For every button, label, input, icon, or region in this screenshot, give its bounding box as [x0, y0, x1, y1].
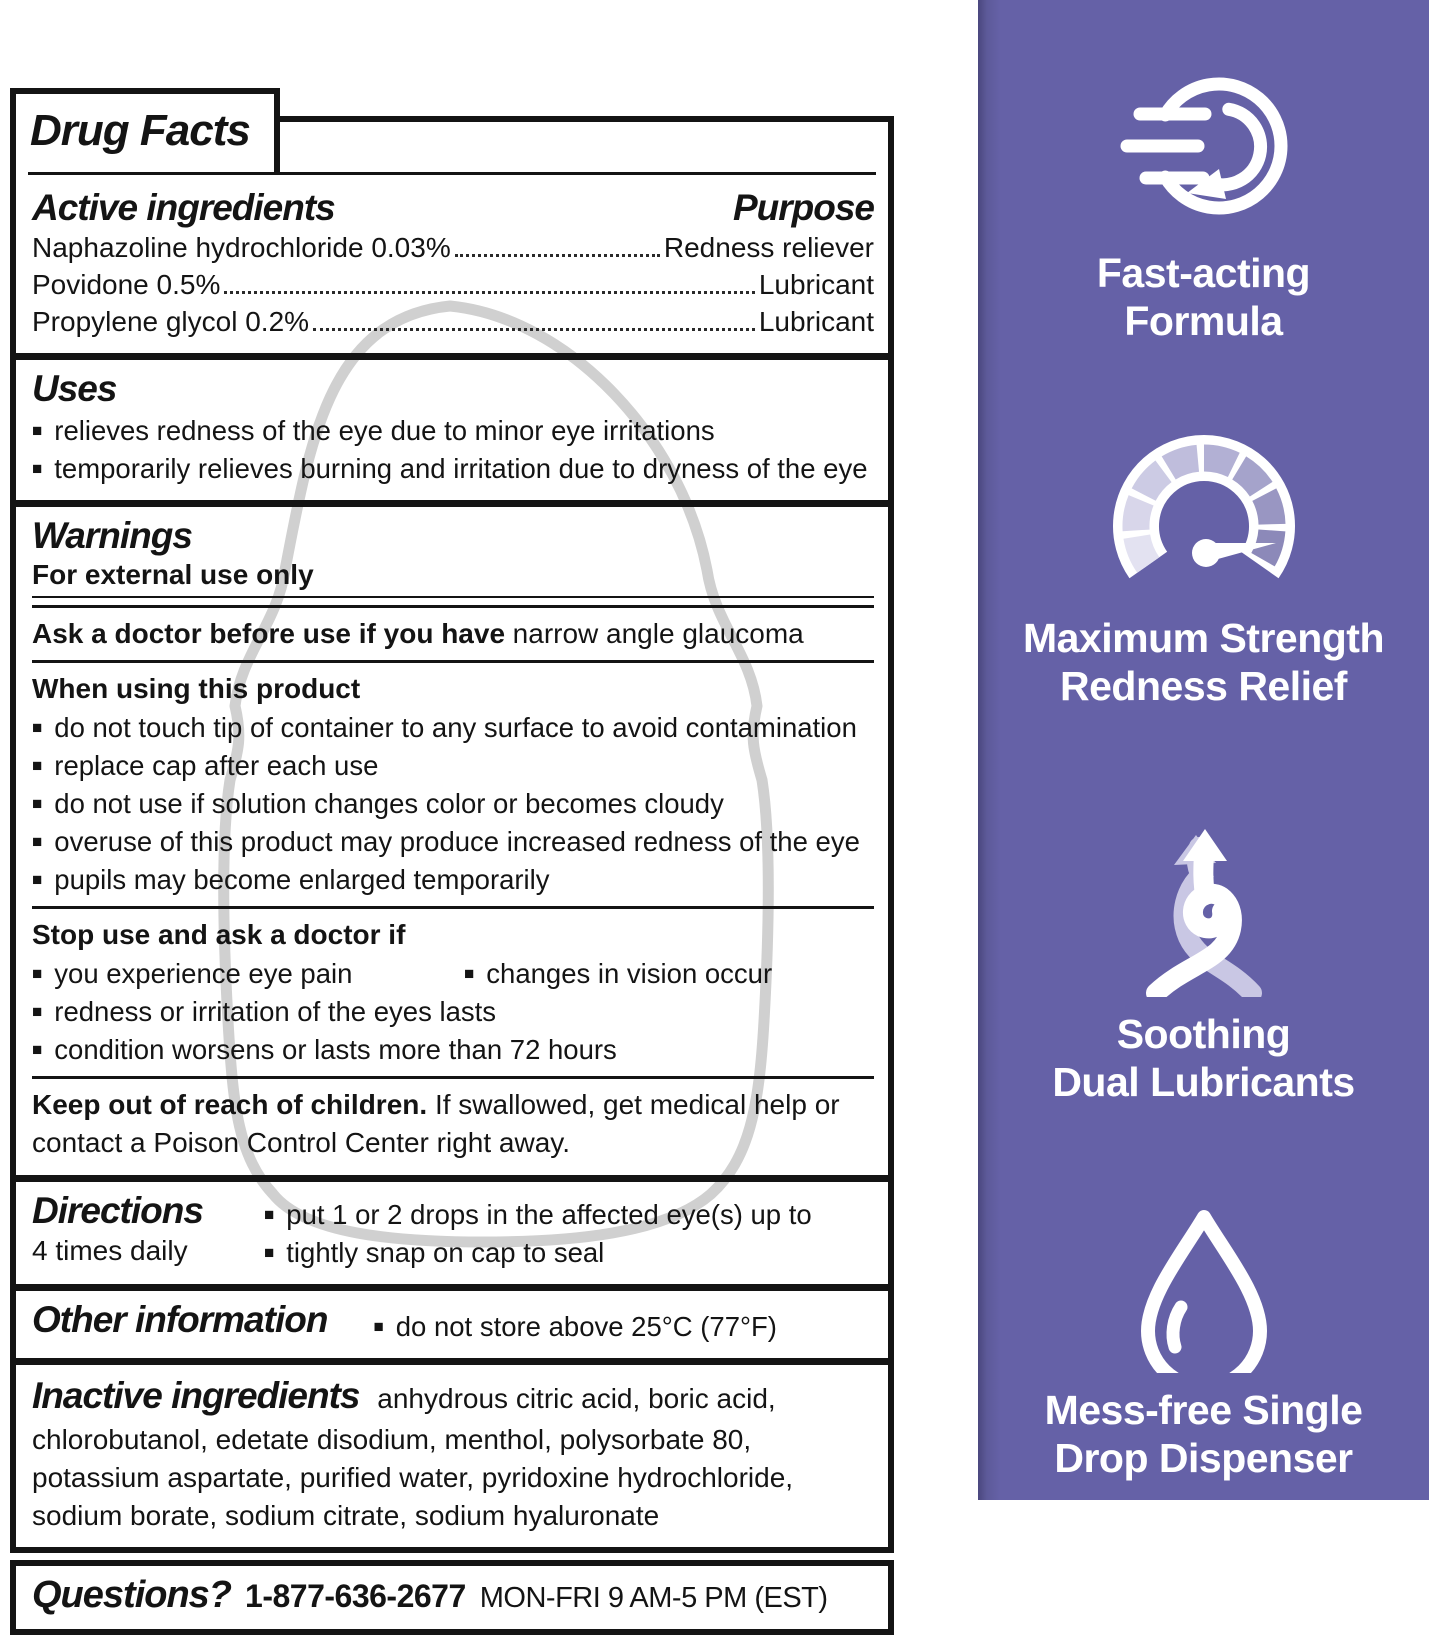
- section-divider: [16, 1175, 888, 1182]
- stop-use-subhead: Stop use and ask a doctor if: [32, 919, 406, 951]
- drug-facts-title: Drug Facts: [10, 88, 280, 172]
- ingredient-name: Povidone 0.5%: [32, 269, 221, 301]
- section-divider: [16, 1284, 888, 1291]
- dot-leader: [455, 254, 660, 257]
- square-bullet-icon: ■: [32, 458, 43, 478]
- keep-out-bold: Keep out of reach of children.: [32, 1088, 428, 1120]
- direction-text: tightly snap on cap to seal: [286, 1236, 605, 1268]
- square-bullet-icon: ■: [32, 1039, 43, 1059]
- questions-hours: MON-FRI 9 AM-5 PM (EST): [479, 1582, 828, 1615]
- active-ingredients-section: [16, 175, 888, 353]
- warning-text: replace cap after each use: [54, 750, 379, 782]
- feature-mess-free: [978, 1203, 1429, 1483]
- thin-rule: [32, 605, 874, 608]
- stop-use-bullet: [32, 993, 874, 1031]
- direction-text: put 1 or 2 drops in the affected eye(s) up to: [286, 1198, 812, 1230]
- feature-sidebar: [978, 0, 1429, 1500]
- feature-maximum-strength: [978, 426, 1429, 711]
- feature-label-line: Soothing: [1116, 1010, 1291, 1057]
- feature-label-line: Mess-free Single: [1044, 1386, 1363, 1433]
- dot-leader: [313, 328, 755, 331]
- when-using-subhead: When using this product: [32, 673, 361, 705]
- stop-use-pair-row: [32, 955, 874, 993]
- feature-label-line: Fast-acting: [1096, 250, 1311, 296]
- ingredient-row: [32, 304, 874, 341]
- drug-facts-header: [10, 88, 894, 172]
- square-bullet-icon: ■: [32, 1001, 43, 1021]
- purpose-heading: Purpose: [732, 187, 874, 228]
- feature-label-line: Drop Dispenser: [1054, 1434, 1353, 1481]
- ingredient-name: Naphazoline hydrochloride 0.03%: [32, 232, 451, 264]
- direction-bullet: [264, 1234, 874, 1272]
- square-bullet-icon: ■: [32, 963, 43, 983]
- gauge-icon: [1099, 426, 1309, 601]
- ingredient-row: [32, 230, 874, 267]
- questions-heading: Questions?: [32, 1574, 232, 1617]
- drug-facts-panel: [10, 88, 894, 1635]
- square-bullet-icon: ■: [32, 718, 43, 738]
- feature-label-line: Maximum Strength: [1022, 614, 1385, 661]
- uses-heading: Uses: [32, 368, 117, 410]
- square-bullet-icon: ■: [32, 832, 43, 852]
- square-bullet-icon: ■: [32, 420, 43, 440]
- inactive-ingredients-heading: Inactive ingredients: [32, 1374, 360, 1416]
- ingredient-purpose: Lubricant: [758, 269, 874, 301]
- directions-left-column: [32, 1188, 264, 1272]
- section-divider: [16, 353, 888, 360]
- ask-doctor-bold: Ask a doctor before use if you have: [32, 617, 506, 649]
- warning-bullet: [32, 709, 874, 747]
- feature-label-line: Dual Lubricants: [1052, 1058, 1355, 1105]
- stop-use-bullet: [32, 955, 464, 993]
- uses-section: [16, 360, 888, 499]
- inactive-ingredients-section: [16, 1365, 888, 1548]
- thin-rule: [32, 660, 874, 663]
- direction-bullet: [264, 1196, 874, 1234]
- section-divider: [16, 1358, 888, 1365]
- other-information-section: [16, 1291, 888, 1358]
- stop-use-text: redness or irritation of the eyes lasts: [54, 995, 497, 1027]
- ingredient-purpose: Redness reliever: [663, 232, 874, 264]
- keep-out-rest: If swallowed, get medical help or contact a Poison Control Center right away.: [32, 1088, 840, 1159]
- active-ingredients-heading: Active ingredients: [32, 187, 335, 228]
- square-bullet-icon: ■: [373, 1316, 384, 1336]
- directions-note: 4 times daily: [32, 1235, 188, 1267]
- keep-out-paragraph: [32, 1086, 874, 1163]
- warning-text: do not touch tip of container to any surface to avoid contamination: [54, 712, 857, 744]
- inactive-ingredients-paragraph: [32, 1371, 874, 1536]
- questions-phone: 1-877-636-2677: [245, 1578, 466, 1615]
- square-bullet-icon: ■: [264, 1204, 275, 1224]
- questions-box: [10, 1560, 894, 1635]
- stop-use-text: condition worsens or lasts more than 72 hours: [54, 1033, 617, 1065]
- thin-rule: [32, 1076, 874, 1079]
- square-bullet-icon: ■: [464, 963, 475, 983]
- stop-use-bullet: [464, 955, 772, 993]
- square-bullet-icon: ■: [32, 870, 43, 890]
- directions-right-column: [264, 1188, 874, 1272]
- other-information-heading: Other information: [32, 1298, 328, 1340]
- square-bullet-icon: ■: [32, 756, 43, 776]
- panel-top-border: [280, 116, 894, 172]
- speed-circle-arrow-icon: [1099, 56, 1309, 236]
- directions-heading: Directions: [32, 1189, 203, 1231]
- warning-bullet: [32, 785, 874, 823]
- feature-fast-acting: [978, 0, 1429, 346]
- warnings-heading: Warnings: [32, 514, 192, 556]
- stop-use-text: you experience eye pain: [54, 957, 353, 989]
- external-use-subhead: For external use only: [32, 556, 874, 598]
- warnings-section: [16, 507, 888, 1175]
- ingredient-purpose: Lubricant: [758, 306, 874, 338]
- section-divider: [16, 500, 888, 507]
- warning-text: do not use if solution changes color or becomes cloudy: [54, 788, 724, 820]
- water-drop-icon: [1104, 1203, 1304, 1373]
- stop-use-bullet: [32, 1031, 874, 1069]
- use-bullet: [32, 450, 874, 488]
- square-bullet-icon: ■: [264, 1242, 275, 1262]
- ingredient-name: Propylene glycol 0.2%: [32, 306, 310, 338]
- use-bullet: [32, 412, 874, 450]
- directions-section: [16, 1182, 888, 1284]
- ask-doctor-line: [32, 615, 874, 654]
- warning-text: pupils may become enlarged temporarily: [54, 864, 550, 896]
- warning-bullet: [32, 861, 874, 899]
- stop-use-text: changes in vision occur: [486, 957, 773, 989]
- ask-doctor-rest: narrow angle glaucoma: [512, 617, 804, 649]
- warning-text: overuse of this product may produce increased redness of the eye: [54, 826, 860, 858]
- warning-bullet: [32, 747, 874, 785]
- dot-leader: [224, 291, 754, 294]
- drug-facts-body: [10, 172, 894, 1553]
- use-text: relieves redness of the eye due to minor eye irritations: [54, 414, 715, 446]
- thin-rule: [32, 906, 874, 909]
- feature-label-line: Formula: [1124, 297, 1283, 344]
- inactive-ingredients-text: anhydrous citric acid, boric acid, chlorobutanol, edetate disodium, menthol, polysorbate 80, potassium aspartate, purified water, pyridoxine hydrochloride, sodium borate, sodium citrate, sodium hyaluronate: [32, 1382, 794, 1532]
- other-information-text: do not store above 25°C (77°F): [395, 1310, 777, 1342]
- square-bullet-icon: ■: [32, 794, 43, 814]
- use-text: temporarily relieves burning and irritation due to dryness of the eye: [54, 452, 868, 484]
- feature-soothing: [978, 817, 1429, 1107]
- ingredient-row: [32, 267, 874, 304]
- warning-bullet: [32, 823, 874, 861]
- other-information-bullet: [373, 1308, 777, 1346]
- swirl-drop-arrow-icon: [1104, 817, 1304, 997]
- feature-label-line: Redness Relief: [1060, 662, 1347, 709]
